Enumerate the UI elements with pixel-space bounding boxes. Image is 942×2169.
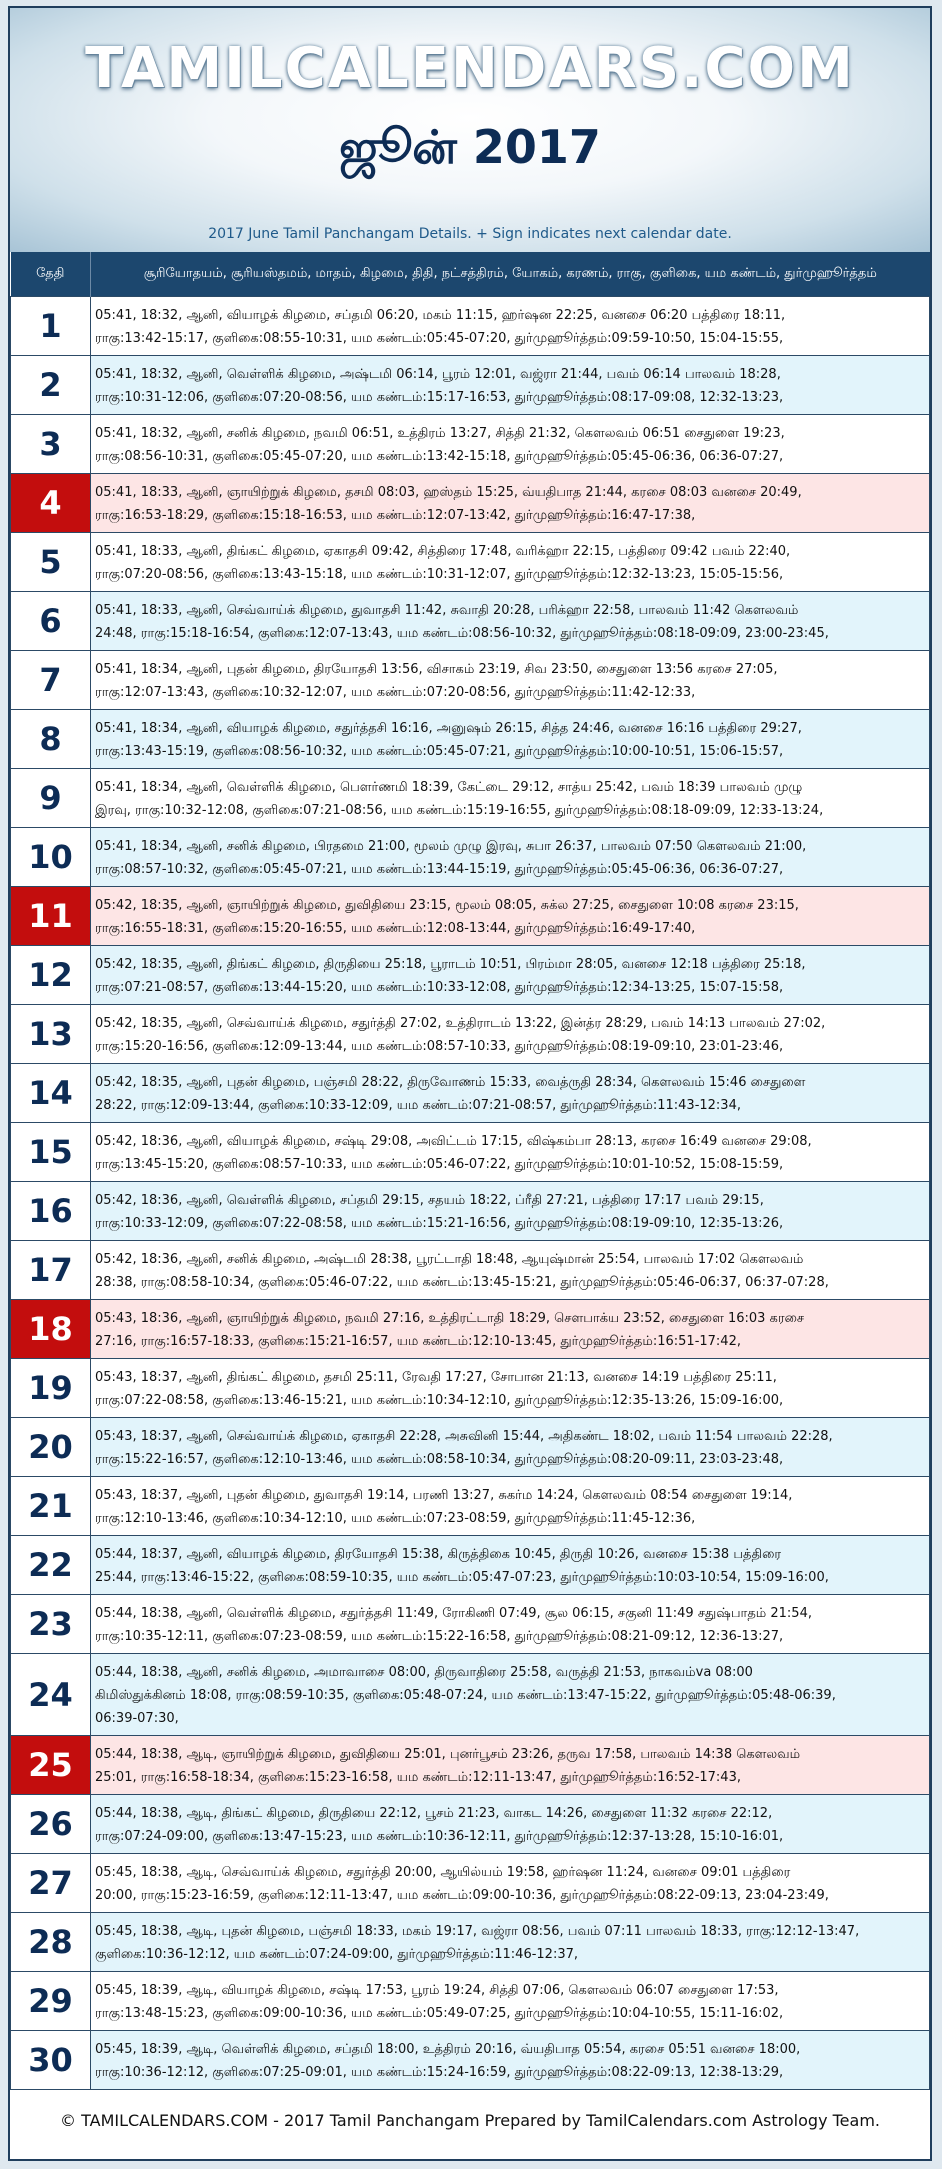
date-cell: 12 (11, 946, 91, 1005)
site-logo-title[interactable]: TAMILCALENDARS.COM (85, 36, 855, 101)
details-cell: 05:42, 18:35, ஆனி, திங்கட் கிழமை, திருதியை 25:18, பூராடம் 10:51, பிரம்மா 28:05, வனசை 12:18 பத்திரை 25:18, ராகு:07:21-08:57, குளிகை:13:44-15:20, யம கண்டம்:10:33-12:08, துர்முஹூர்த்தம்:12:34-13:25, 15:07-15:58, (91, 946, 930, 1005)
details-cell: 05:42, 18:35, ஆனி, புதன் கிழமை, பஞ்சமி 28:22, திருவோணம் 15:33, வைத்ருதி 28:34, கௌலவம் 15:46 சைதுளை 28:22, ராகு:12:09-13:44, குளிகை:10:33-12:09, யம கண்டம்:07:21-08:57, துர்முஹூர்த்தம்:11:43-12:34, (91, 1064, 930, 1123)
date-cell: 8 (11, 710, 91, 769)
table-row (11, 2031, 930, 2090)
date-cell: 17 (11, 1241, 91, 1300)
details-cell: 05:43, 18:37, ஆனி, புதன் கிழமை, துவாதசி 19:14, பரணி 13:27, சுகர்ம 14:24, கௌலவம் 08:54 சைதுளை 19:14, ராகு:12:10-13:46, குளிகை:10:34-12:10, யம கண்டம்:07:23-08:59, துர்முஹூர்த்தம்:11:45-12:36, (91, 1477, 930, 1536)
details-cell: 05:42, 18:36, ஆனி, வெள்ளிக் கிழமை, சப்தமி 29:15, சதயம் 18:22, ப்ரீதி 27:21, பத்திரை 17:17 பவம் 29:15, ராகு:10:33-12:09, குளிகை:07:22-08:58, யம கண்டம்:15:21-16:56, துர்முஹூர்த்தம்:08:19-09:10, 12:35-13:26, (91, 1182, 930, 1241)
page-header (10, 8, 930, 252)
page-footer: © TAMILCALENDARS.COM - 2017 Tamil Panchangam Prepared by TamilCalendars.com Astrology Team. (60, 2110, 880, 2130)
date-cell: 18 (11, 1300, 91, 1359)
details-cell: 05:44, 18:37, ஆனி, வியாழக் கிழமை, திரயோதசி 15:38, கிருத்திகை 10:45, திருதி 10:26, வனசை 15:38 பத்திரை 25:44, ராகு:13:46-15:22, குளிகை:08:59-10:35, யம கண்டம்:05:47-07:23, துர்முஹூர்த்தம்:10:03-10:54, 15:09-16:00, (91, 1536, 930, 1595)
details-cell: 05:41, 18:32, ஆனி, சனிக் கிழமை, நவமி 06:51, உத்திரம் 13:27, சித்தி 21:32, கௌலவம் 06:51 சைதுளை 19:23, ராகு:08:56-10:31, குளிகை:05:45-07:20, யம கண்டம்:13:42-15:18, துர்முஹூர்த்தம்:05:45-06:36, 06:36-07:27, (91, 415, 930, 474)
table-row (11, 887, 930, 946)
details-cell: 05:45, 18:38, ஆடி, செவ்வாய்க் கிழமை, சதுர்த்தி 20:00, ஆயில்யம் 19:58, ஹர்ஷன 11:24, வனசை 09:01 பத்திரை 20:00, ராகு:15:23-16:59, குளிகை:12:11-13:47, யம கண்டம்:09:00-10:36, துர்முஹூர்த்தம்:08:22-09:13, 23:04-23:49, (91, 1854, 930, 1913)
date-cell: 1 (11, 297, 91, 356)
table-row (11, 1359, 930, 1418)
table-row (11, 1064, 930, 1123)
date-cell: 10 (11, 828, 91, 887)
table-row (11, 1241, 930, 1300)
table-row (11, 1536, 930, 1595)
date-cell: 20 (11, 1418, 91, 1477)
table-row (11, 1654, 930, 1736)
date-cell: 4 (11, 474, 91, 533)
date-cell: 13 (11, 1005, 91, 1064)
details-cell: 05:42, 18:36, ஆனி, சனிக் கிழமை, அஷ்டமி 28:38, பூரட்டாதி 18:48, ஆயுஷ்மான் 25:54, பாலவம் 17:02 கௌலவம் 28:38, ராகு:08:58-10:34, குளிகை:05:46-07:22, யம கண்டம்:13:45-15:21, துர்முஹூர்த்தம்:05:46-06:37, 06:37-07:28, (91, 1241, 930, 1300)
details-cell: 05:41, 18:33, ஆனி, ஞாயிற்றுக் கிழமை, தசமி 08:03, ஹஸ்தம் 15:25, வ்யதிபாத 21:44, கரசை 08:03 வனசை 20:49, ராகு:16:53-18:29, குளிகை:15:18-16:53, யம கண்டம்:12:07-13:42, துர்முஹூர்த்தம்:16:47-17:38, (91, 474, 930, 533)
date-cell: 25 (11, 1736, 91, 1795)
column-header-details: சூரியோதயம், சூரியஸ்தமம், மாதம், கிழமை, திதி, நட்சத்திரம், யோகம், கரணம், ராகு, குளிகை, யம கண்டம், துர்முஹூர்த்தம் (91, 252, 930, 297)
table-row (11, 1795, 930, 1854)
column-header-date: தேதி (11, 252, 91, 297)
details-cell: 05:42, 18:35, ஆனி, செவ்வாய்க் கிழமை, சதுர்த்தி 27:02, உத்திராடம் 13:22, இன்த்ர 28:29, பவம் 14:13 பாலவம் 27:02, ராகு:15:20-16:56, குளிகை:12:09-13:44, யம கண்டம்:08:57-10:33, துர்முஹூர்த்தம்:08:19-09:10, 23:01-23:46, (91, 1005, 930, 1064)
table-row (11, 710, 930, 769)
table-body (11, 297, 930, 2090)
details-cell: 05:43, 18:37, ஆனி, திங்கட் கிழமை, தசமி 25:11, ரேவதி 17:27, சோபான 21:13, வனசை 14:19 பத்திரை 25:11, ராகு:07:22-08:58, குளிகை:13:46-15:21, யம கண்டம்:10:34-12:10, துர்முஹூர்த்தம்:12:35-13:26, 15:09-16:00, (91, 1359, 930, 1418)
table-row (11, 651, 930, 710)
details-cell: 05:41, 18:32, ஆனி, வெள்ளிக் கிழமை, அஷ்டமி 06:14, பூரம் 12:01, வஜ்ரா 21:44, பவம் 06:14 பாலவம் 18:28, ராகு:10:31-12:06, குளிகை:07:20-08:56, யம கண்டம்:15:17-16:53, துர்முஹூர்த்தம்:08:17-09:08, 12:32-13:23, (91, 356, 930, 415)
table-row (11, 297, 930, 356)
table-header-row (11, 252, 930, 297)
details-cell: 05:41, 18:34, ஆனி, புதன் கிழமை, திரயோதசி 13:56, விசாகம் 23:19, சிவ 23:50, சைதுளை 13:56 கரசை 27:05, ராகு:12:07-13:43, குளிகை:10:32-12:07, யம கண்டம்:07:20-08:56, துர்முஹூர்த்தம்:11:42-12:33, (91, 651, 930, 710)
date-cell: 15 (11, 1123, 91, 1182)
table-row (11, 415, 930, 474)
table-row (11, 1182, 930, 1241)
date-cell: 23 (11, 1595, 91, 1654)
table-row (11, 1972, 930, 2031)
details-cell: 05:43, 18:36, ஆனி, ஞாயிற்றுக் கிழமை, நவமி 27:16, உத்திரட்டாதி 18:29, சௌபாக்ய 23:52, சைதுளை 16:03 கரசை 27:16, ராகு:16:57-18:33, குளிகை:15:21-16:57, யம கண்டம்:12:10-13:45, துர்முஹூர்த்தம்:16:51-17:42, (91, 1300, 930, 1359)
table-row (11, 356, 930, 415)
page-subtitle: 2017 June Tamil Panchangam Details. + Sign indicates next calendar date. (208, 226, 732, 242)
details-cell: 05:43, 18:37, ஆனி, செவ்வாய்க் கிழமை, ஏகாதசி 22:28, அசுவினி 15:44, அதிகண்ட 18:02, பவம் 11:54 பாலவம் 22:28, ராகு:15:22-16:57, குளிகை:12:10-13:46, யம கண்டம்:08:58-10:34, துர்முஹூர்த்தம்:08:20-09:11, 23:03-23:48, (91, 1418, 930, 1477)
table-row (11, 533, 930, 592)
details-cell: 05:41, 18:34, ஆனி, வெள்ளிக் கிழமை, பௌர்ணமி 18:39, கேட்டை 29:12, சாத்ய 25:42, பவம் 18:39 பாலவம் முழு இரவு, ராகு:10:32-12:08, குளிகை:07:21-08:56, யம கண்டம்:15:19-16:55, துர்முஹூர்த்தம்:08:18-09:09, 12:33-13:24, (91, 769, 930, 828)
date-cell: 7 (11, 651, 91, 710)
details-cell: 05:41, 18:32, ஆனி, வியாழக் கிழமை, சப்தமி 06:20, மகம் 11:15, ஹர்ஷன 22:25, வனசை 06:20 பத்திரை 18:11, ராகு:13:42-15:17, குளிகை:08:55-10:31, யம கண்டம்:05:45-07:20, துர்முஹூர்த்தம்:09:59-10:50, 15:04-15:55, (91, 297, 930, 356)
date-cell: 28 (11, 1913, 91, 1972)
date-cell: 30 (11, 2031, 91, 2090)
date-cell: 22 (11, 1536, 91, 1595)
details-cell: 05:44, 18:38, ஆனி, வெள்ளிக் கிழமை, சதுர்த்தசி 11:49, ரோகிணி 07:49, சூல 06:15, சகுனி 11:49 சதுஷ்பாதம் 21:54, ராகு:10:35-12:11, குளிகை:07:23-08:59, யம கண்டம்:15:22-16:58, துர்முஹூர்த்தம்:08:21-09:12, 12:36-13:27, (91, 1595, 930, 1654)
details-cell: 05:44, 18:38, ஆடி, ஞாயிற்றுக் கிழமை, துவிதியை 25:01, புனர்பூசம் 23:26, தருவ 17:58, பாலவம் 14:38 கௌலவம் 25:01, ராகு:16:58-18:34, குளிகை:15:23-16:58, யம கண்டம்:12:11-13:47, துர்முஹூர்த்தம்:16:52-17:43, (91, 1736, 930, 1795)
panchangam-table (10, 252, 930, 2090)
date-cell: 2 (11, 356, 91, 415)
table-row (11, 474, 930, 533)
date-cell: 19 (11, 1359, 91, 1418)
date-cell: 26 (11, 1795, 91, 1854)
details-cell: 05:45, 18:38, ஆடி, புதன் கிழமை, பஞ்சமி 18:33, மகம் 19:17, வஜ்ரா 08:56, பவம் 07:11 பாலவம் 18:33, ராகு:12:12-13:47, குளிகை:10:36-12:12, யம கண்டம்:07:24-09:00, துர்முஹூர்த்தம்:11:46-12:37, (91, 1913, 930, 1972)
table-row (11, 1418, 930, 1477)
table-row (11, 1477, 930, 1536)
table-row (11, 769, 930, 828)
table-row (11, 1854, 930, 1913)
date-cell: 3 (11, 415, 91, 474)
table-row (11, 1595, 930, 1654)
date-cell: 9 (11, 769, 91, 828)
table-row (11, 1005, 930, 1064)
details-cell: 05:41, 18:33, ஆனி, திங்கட் கிழமை, ஏகாதசி 09:42, சித்திரை 17:48, வரிக்ஹா 22:15, பத்திரை 09:42 பவம் 22:40, ராகு:07:20-08:56, குளிகை:13:43-15:18, யம கண்டம்:10:31-12:07, துர்முஹூர்த்தம்:12:32-13:23, 15:05-15:56, (91, 533, 930, 592)
date-cell: 11 (11, 887, 91, 946)
date-cell: 5 (11, 533, 91, 592)
details-cell: 05:42, 18:35, ஆனி, ஞாயிற்றுக் கிழமை, துவிதியை 23:15, மூலம் 08:05, சுக்ல 27:25, சைதுளை 10:08 கரசை 23:15, ராகு:16:55-18:31, குளிகை:15:20-16:55, யம கண்டம்:12:08-13:44, துர்முஹூர்த்தம்:16:49-17:40, (91, 887, 930, 946)
table-row (11, 1913, 930, 1972)
table-row (11, 1300, 930, 1359)
month-title: ஜூன் 2017 (339, 120, 601, 174)
date-cell: 14 (11, 1064, 91, 1123)
table-row (11, 946, 930, 1005)
date-cell: 29 (11, 1972, 91, 2031)
date-cell: 16 (11, 1182, 91, 1241)
date-cell: 21 (11, 1477, 91, 1536)
table-row (11, 1736, 930, 1795)
date-cell: 6 (11, 592, 91, 651)
details-cell: 05:45, 18:39, ஆடி, வியாழக் கிழமை, சஷ்டி 17:53, பூரம் 19:24, சித்தி 07:06, கௌலவம் 06:07 சைதுளை 17:53, ராகு:13:48-15:23, குளிகை:09:00-10:36, யம கண்டம்:05:49-07:25, துர்முஹூர்த்தம்:10:04-10:55, 15:11-16:02, (91, 1972, 930, 2031)
date-cell: 27 (11, 1854, 91, 1913)
details-cell: 05:42, 18:36, ஆனி, வியாழக் கிழமை, சஷ்டி 29:08, அவிட்டம் 17:15, விஷ்கம்பா 28:13, கரசை 16:49 வனசை 29:08, ராகு:13:45-15:20, குளிகை:08:57-10:33, யம கண்டம்:05:46-07:22, துர்முஹூர்த்தம்:10:01-10:52, 15:08-15:59, (91, 1123, 930, 1182)
date-cell: 24 (11, 1654, 91, 1736)
table-row (11, 828, 930, 887)
details-cell: 05:44, 18:38, ஆனி, சனிக் கிழமை, அமாவாசை 08:00, திருவாதிரை 25:58, வருத்தி 21:53, நாகவம்va 08:00 கிமிஸ்துக்கினம் 18:08, ராகு:08:59-10:35, குளிகை:05:48-07:24, யம கண்டம்:13:47-15:22, துர்முஹூர்த்தம்:05:48-06:39, 06:39-07:30, (91, 1654, 930, 1736)
details-cell: 05:41, 18:34, ஆனி, வியாழக் கிழமை, சதுர்த்தசி 16:16, அனுஷம் 26:15, சித்த 24:46, வனசை 16:16 பத்திரை 29:27, ராகு:13:43-15:19, குளிகை:08:56-10:32, யம கண்டம்:05:45-07:21, துர்முஹூர்த்தம்:10:00-10:51, 15:06-15:57, (91, 710, 930, 769)
details-cell: 05:45, 18:39, ஆடி, வெள்ளிக் கிழமை, சப்தமி 18:00, உத்திரம் 20:16, வ்யதிபாத 05:54, கரசை 05:51 வனசை 18:00, ராகு:10:36-12:12, குளிகை:07:25-09:01, யம கண்டம்:15:24-16:59, துர்முஹூர்த்தம்:08:22-09:13, 12:38-13:29, (91, 2031, 930, 2090)
details-cell: 05:41, 18:33, ஆனி, செவ்வாய்க் கிழமை, துவாதசி 11:42, சுவாதி 20:28, பரிக்ஹா 22:58, பாலவம் 11:42 கௌலவம் 24:48, ராகு:15:18-16:54, குளிகை:12:07-13:43, யம கண்டம்:08:56-10:32, துர்முஹூர்த்தம்:08:18-09:09, 23:00-23:45, (91, 592, 930, 651)
details-cell: 05:44, 18:38, ஆடி, திங்கட் கிழமை, திருதியை 22:12, பூசம் 21:23, வாகட 14:26, சைதுளை 11:32 கரசை 22:12, ராகு:07:24-09:00, குளிகை:13:47-15:23, யம கண்டம்:10:36-12:11, துர்முஹூர்த்தம்:12:37-13:28, 15:10-16:01, (91, 1795, 930, 1854)
table-row (11, 592, 930, 651)
table-row (11, 1123, 930, 1182)
calendar-frame (8, 6, 932, 2161)
details-cell: 05:41, 18:34, ஆனி, சனிக் கிழமை, பிரதமை 21:00, மூலம் முழு இரவு, சுபா 26:37, பாலவம் 07:50 கௌலவம் 21:00, ராகு:08:57-10:32, குளிகை:05:45-07:21, யம கண்டம்:13:44-15:19, துர்முஹூர்த்தம்:05:45-06:36, 06:36-07:27, (91, 828, 930, 887)
